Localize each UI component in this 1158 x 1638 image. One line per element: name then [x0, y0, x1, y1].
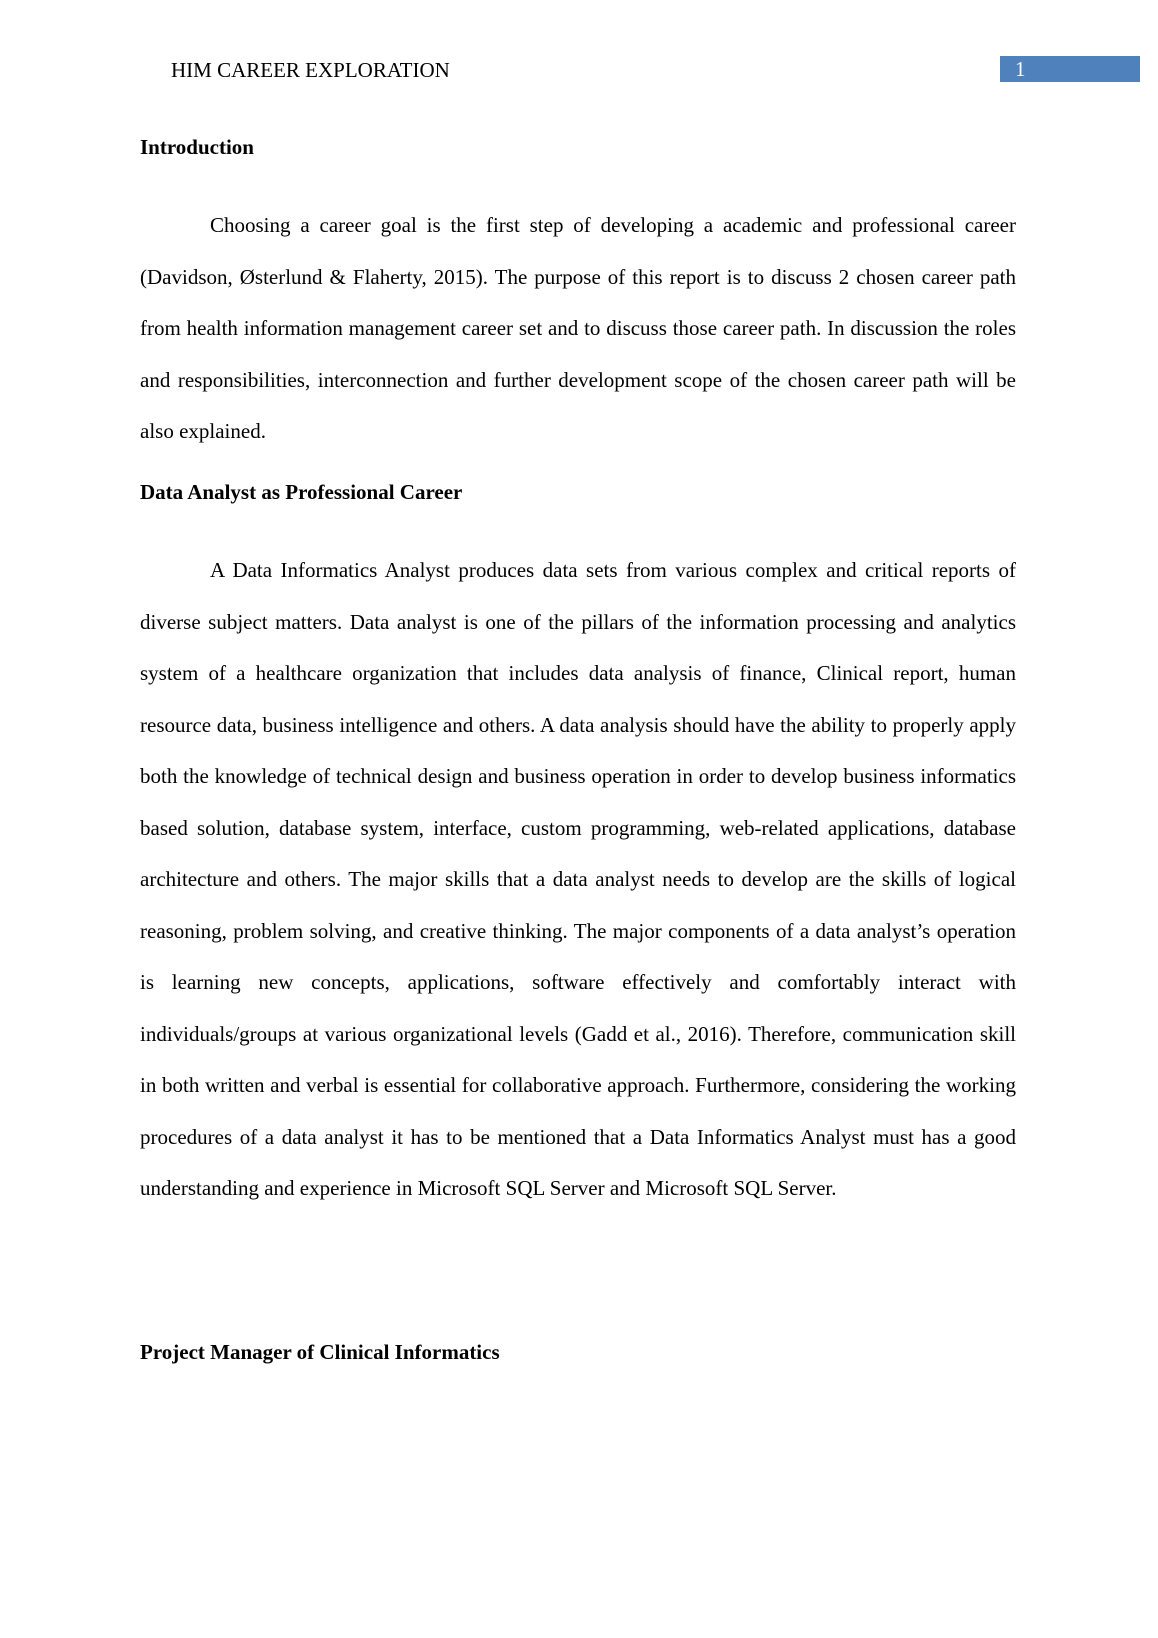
- heading-introduction: Introduction: [140, 135, 254, 159]
- paragraph-introduction: Choosing a career goal is the first step of developing a academic and professional career (Davidson, Østerlund & Flaherty, 2015). The purpose of this report is to discuss 2 chosen career path from health information management career set and to discuss those career path. In discussion the roles and responsibilities, interconnection and further development scope of the chosen career path will be also explained.: [140, 213, 1016, 443]
- page-number: 1: [1000, 56, 1140, 82]
- heading-project-manager: Project Manager of Clinical Informatics: [140, 1340, 500, 1364]
- heading-data-analyst: Data Analyst as Professional Career: [140, 480, 463, 504]
- paragraph-data-analyst: A Data Informatics Analyst produces data sets from various complex and critical reports of diverse subject matters. Data analyst is one of the pillars of the information processing and analytics system of a healthcare organization that includes data analysis of finance, Clinical report, human resource data, business intelligence and others. A data analysis should have the ability to properly apply both the knowledge of technical design and business operation in order to develop business informatics based solution, database system, interface, custom programming, web-related applications, database architecture and others. The major skills that a data analyst needs to develop are the skills of logical reasoning, problem solving, and creative thinking. The major components of a data analyst’s operation is learning new concepts, applications, software effectively and comfortably interact with individuals/groups at various organizational levels (Gadd et al., 2016). Therefore, communication skill in both written and verbal is essential for collaborative approach. Furthermore, considering the working procedures of a data analyst it has to be mentioned that a Data Informatics Analyst must has a good understanding and experience in Microsoft SQL Server and Microsoft SQL Server.: [140, 558, 1016, 1200]
- running-head: HIM CAREER EXPLORATION: [171, 58, 450, 82]
